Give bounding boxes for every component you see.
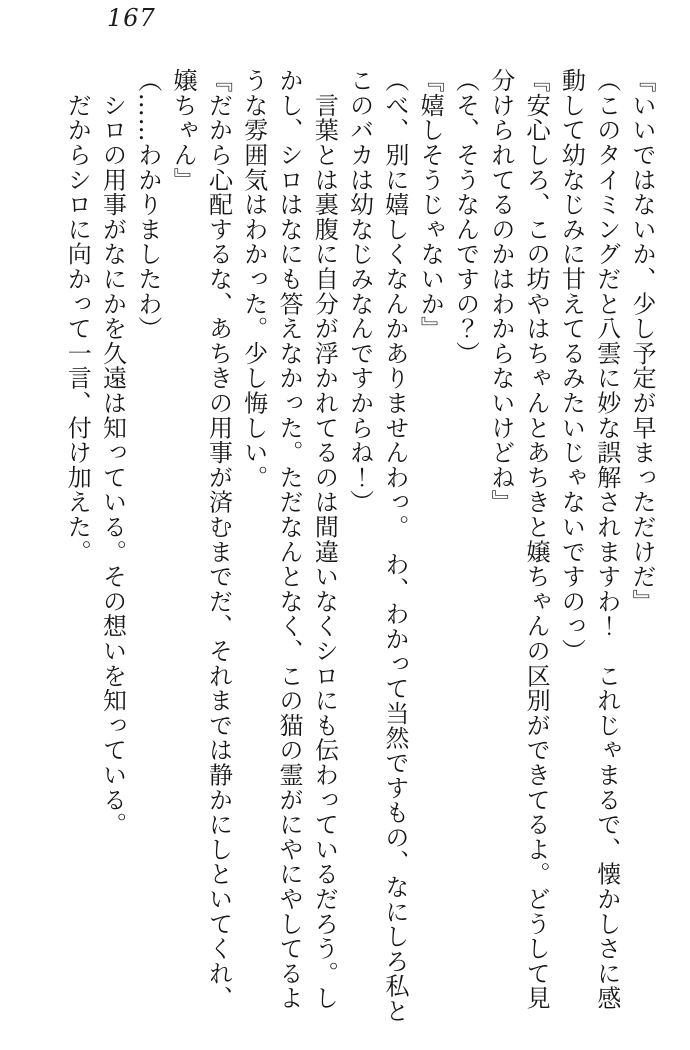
text-line: （このタイミングだと八雲に妙な誤解されますわ！ これじゃまるで、懐かしさに感 <box>592 68 621 1011</box>
page-number: 167 <box>107 4 156 32</box>
text-line: 『だから心配するな、あちきの用事が済むまでだ、それまでは静かにしといてくれ、 <box>204 68 233 1011</box>
text-line: 動して幼なじみに甘えてるみたいじゃないですのっ） <box>557 68 586 664</box>
text-line: （べ、別に嬉しくなんかありませんわっ。 わ、わかって当然ですもの、なにしろ私と <box>380 68 409 1024</box>
text-line: 言葉とは裏腹に自分が浮かれてるのは間違いなくシロにも伝わっているだろう。し <box>310 68 339 1011</box>
text-line: かし、シロはなにも答えなかった。ただなんとなく、この猫の霊がにやにやしてるよ <box>275 68 304 1011</box>
text-line: 分けられてるのかはわからないけどね』 <box>486 68 515 515</box>
vertical-text-block <box>59 68 659 1024</box>
text-line: 『嬉しそうじゃないか』 <box>416 68 445 341</box>
text-line: （そ、そうなんですの？） <box>451 68 480 366</box>
text-line: （……わかりましたわ） <box>133 68 162 341</box>
text-line: だからシロに向かって一言、付け加えた。 <box>63 68 92 564</box>
text-line: 『いいではないか、少し予定が早まっただけだ』 <box>628 68 656 614</box>
text-line: シロの用事がなにかを久遠は知っている。その想いを知っている。 <box>98 68 127 837</box>
text-line: 『安心しろ、この坊やはちゃんとあちきと嬢ちゃんの区別ができてるよ。どうして見 <box>522 68 551 1011</box>
text-line: 嬢ちゃん』 <box>169 68 198 192</box>
text-line: このバカは幼なじみなんですからね！） <box>345 68 374 515</box>
text-line: うな雰囲気はわかった。少し悔しい。 <box>239 68 268 490</box>
